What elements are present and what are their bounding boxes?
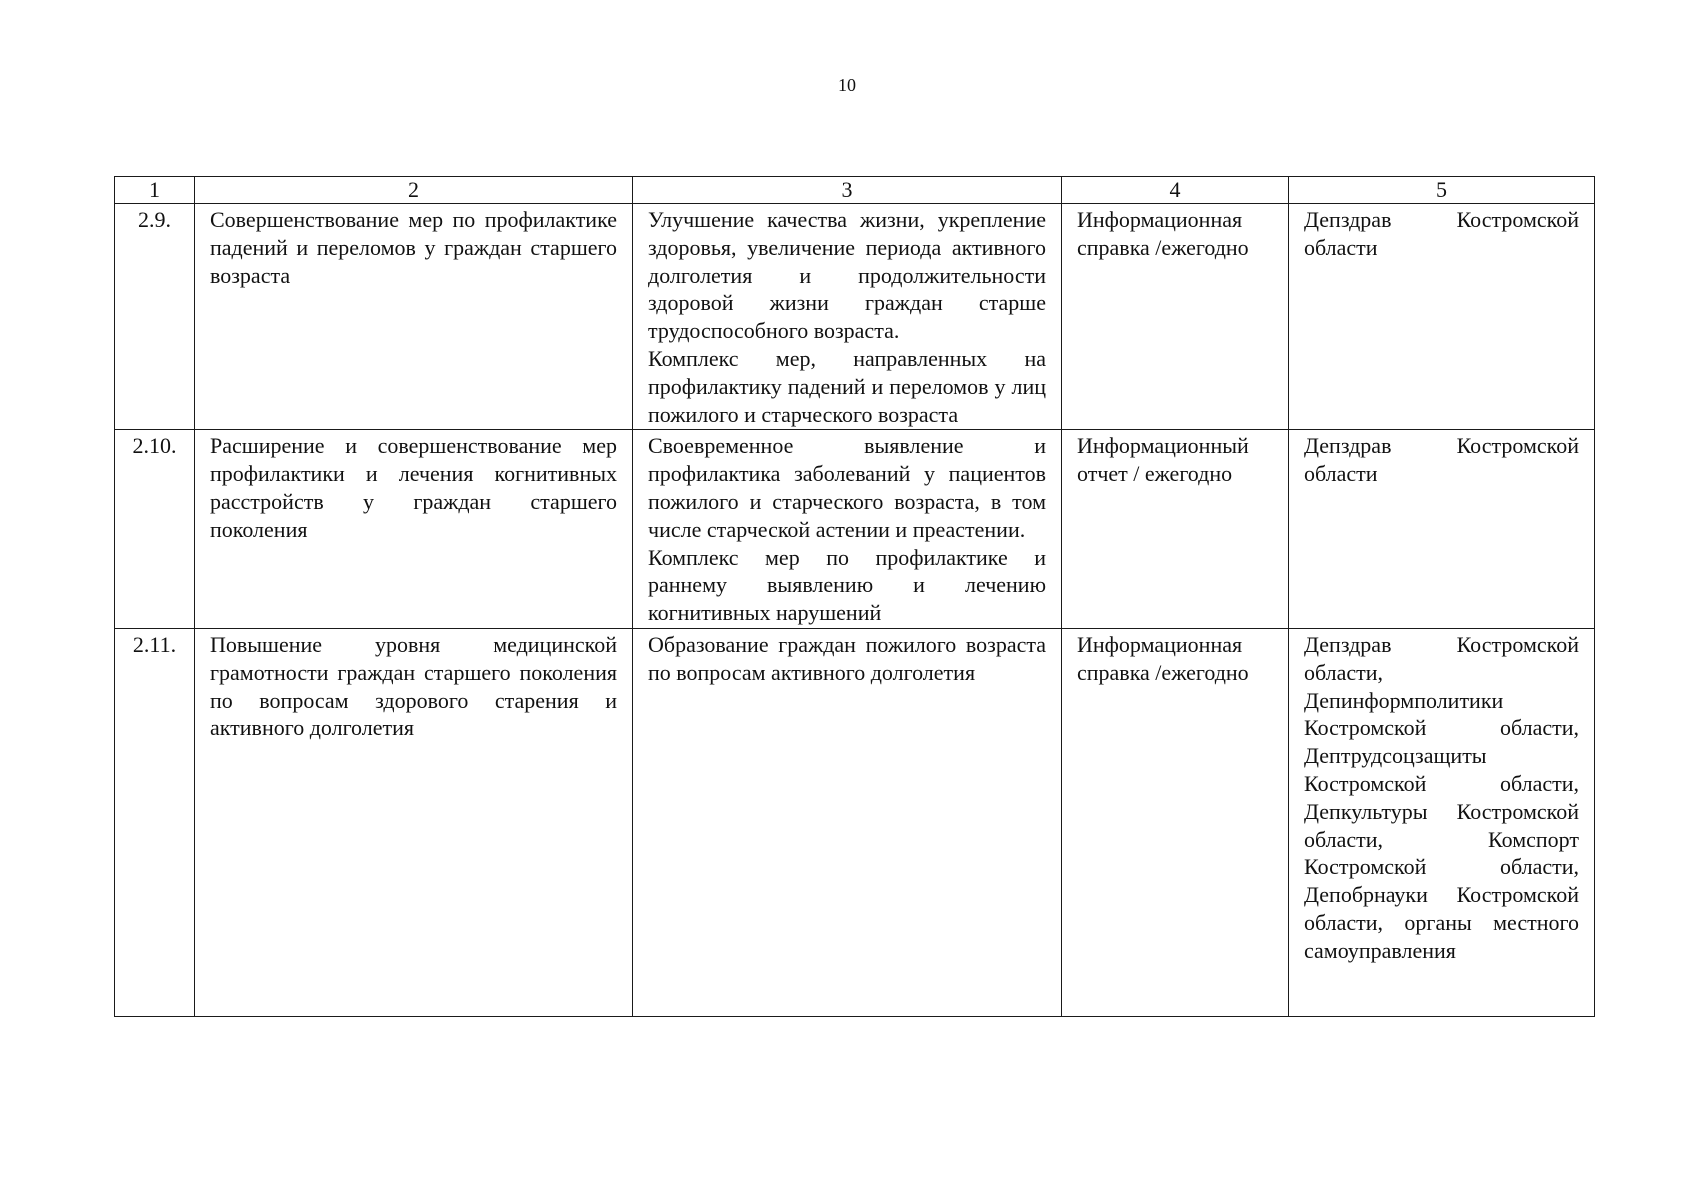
measure-cell: Повышение уровня медицинской грамотности граждан старшего поколения по вопросам здорового старения и активного долголетия [195, 628, 633, 1016]
result-paragraph: Комплекс мер по профилактике и раннему выявлению и лечению когнитивных нарушений [648, 544, 1046, 626]
row-number: 2.9. [115, 204, 195, 430]
report-cell: Информационная справка /ежегодно [1062, 628, 1289, 1016]
header-col-5: 5 [1289, 177, 1595, 204]
page-number: 10 [838, 75, 856, 95]
result-cell [633, 628, 1062, 1016]
header-col-4: 4 [1062, 177, 1289, 204]
table-row [115, 430, 1595, 629]
header-col-2: 2 [195, 177, 633, 204]
result-cell [633, 430, 1062, 629]
measure-cell: Совершенствование мер по профилактике падений и переломов у граждан старшего возраста [195, 204, 633, 430]
report-cell: Информационный отчет / ежегодно [1062, 430, 1289, 629]
table-header-row [115, 177, 1595, 204]
responsible-cell: Депздрав Костромской области [1289, 430, 1595, 629]
responsible-cell: Депздрав Костромской области, Депинформполитики Костромской области, Дептрудсоцзащиты Костромской области, Депкультуры Костромской области, Комспорт Костромской области, Депобрнауки Костромской области, органы местного самоуправления [1289, 628, 1595, 1016]
header-col-1: 1 [115, 177, 195, 204]
row-number: 2.10. [115, 430, 195, 629]
plan-table [114, 176, 1595, 1017]
measure-cell: Расширение и совершенствование мер профилактики и лечения когнитивных расстройств у граждан старшего поколения [195, 430, 633, 629]
result-paragraph: Образование граждан пожилого возраста по вопросам активного долголетия [648, 631, 1046, 685]
header-col-3: 3 [633, 177, 1062, 204]
table-row [115, 204, 1595, 430]
result-paragraph: Комплекс мер, направленных на профилактику падений и переломов у лиц пожилого и старческого возраста [648, 345, 1046, 427]
result-paragraph: Улучшение качества жизни, укрепление здоровья, увеличение периода активного долголетия и продолжительности здоровой жизни граждан старше трудоспособного возраста. [648, 207, 1046, 344]
responsible-cell: Депздрав Костромской области [1289, 204, 1595, 430]
row-number: 2.11. [115, 628, 195, 1016]
report-cell: Информационная справка /ежегодно [1062, 204, 1289, 430]
result-paragraph: Своевременное выявление и профилактика заболеваний у пациентов пожилого и старческого возраста, в том числе старческой астении и преастении. [648, 433, 1046, 542]
result-cell [633, 204, 1062, 430]
table-row [115, 628, 1595, 1016]
